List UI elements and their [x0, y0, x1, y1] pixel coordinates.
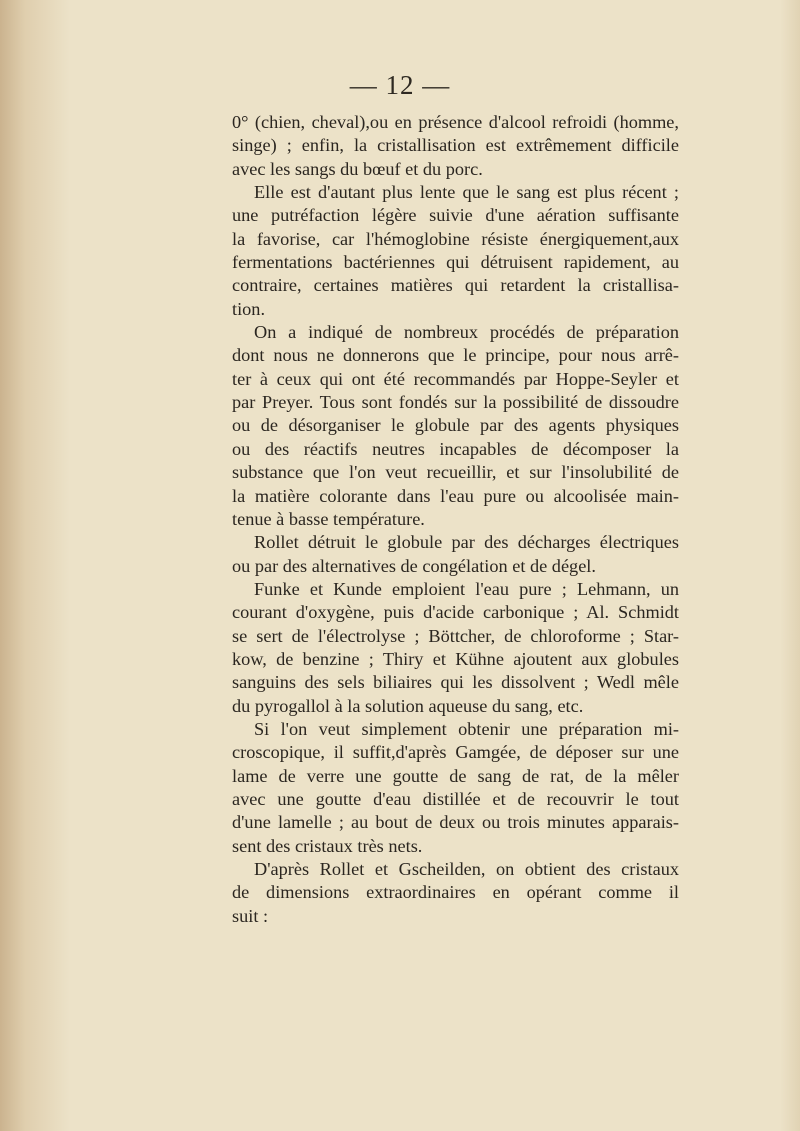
paragraph [232, 718, 679, 858]
text-line: singe) ; enfin, la cristallisation est extrêmement difficile [232, 135, 679, 156]
text-line: la favorise, car l'hémoglobine résiste énergiquement,aux [232, 228, 679, 249]
paragraph [232, 321, 679, 531]
text-line: tenue à basse température. [232, 508, 425, 529]
text-line: contraire, certaines matières qui retardent la cristallisa- [232, 275, 679, 296]
text-line: croscopique, il suffit,d'après Gamgée, de déposer sur une [232, 742, 679, 763]
paragraph [232, 578, 679, 718]
text-line: du pyrogallol à la solution aqueuse du sang, etc. [232, 695, 584, 716]
text-line: Rollet détruit le globule par des décharges électriques [254, 532, 679, 553]
text-line: suit : [232, 905, 269, 926]
text-line: ou par des alternatives de congélation et de dégel. [232, 555, 596, 576]
text-line: sent des cristaux très nets. [232, 835, 423, 856]
text-line: ter à ceux qui ont été recommandés par Hoppe-Seyler et [232, 368, 679, 389]
text-line: dont nous ne donnerons que le principe, pour nous arrê- [232, 345, 679, 366]
body-text [232, 111, 679, 928]
text-line: sanguins des sels biliaires qui les dissolvent ; Wedl mêle [232, 672, 679, 693]
text-line: courant d'oxygène, puis d'acide carbonique ; Al. Schmidt [232, 602, 679, 623]
text-line: par Preyer. Tous sont fondés sur la possibilité de dissoudre [232, 392, 679, 413]
text-line: une putréfaction légère suivie d'une aération suffisante [232, 205, 679, 226]
text-line: de dimensions extraordinaires en opérant comme il [232, 882, 679, 903]
text-line: tion. [232, 298, 266, 319]
text-line: 0° (chien, cheval),ou en présence d'alcool refroidi (homme, [232, 112, 679, 132]
text-line: fermentations bactériennes qui détruisent rapidement, au [232, 252, 679, 273]
text-line: substance que l'on veut recueillir, et sur l'insolubilité de [232, 462, 679, 483]
paragraph [232, 181, 679, 321]
text-line: avec les sangs du bœuf et du porc. [232, 158, 483, 179]
text-line: On a indiqué de nombreux procédés de préparation [254, 322, 679, 343]
paragraph [232, 858, 679, 928]
text-line: Si l'on veut simplement obtenir une préparation mi- [254, 718, 679, 739]
text-line: D'après Rollet et Gscheilden, on obtient des cristaux [254, 859, 679, 879]
text-line: kow, de benzine ; Thiry et Kühne ajoutent aux globules [232, 648, 679, 669]
text-line: ou de désorganiser le globule par des agents physiques [232, 415, 679, 436]
text-line: la matière colorante dans l'eau pure ou alcoolisée main- [232, 485, 679, 506]
paragraph [232, 531, 679, 578]
text-line: d'une lamelle ; au bout de deux ou trois minutes apparais- [232, 812, 679, 833]
text-line: Funke et Kunde emploient l'eau pure ; Lehmann, un [254, 578, 679, 599]
paragraph [232, 111, 679, 181]
text-line: ou des réactifs neutres incapables de décomposer la [232, 438, 679, 459]
text-line: lame de verre une goutte de sang de rat, de la mêler [232, 765, 679, 786]
text-line: Elle est d'autant plus lente que le sang est plus récent ; [254, 182, 679, 203]
text-line: se sert de l'électrolyse ; Böttcher, de chloroforme ; Star- [232, 625, 679, 646]
text-line: avec une goutte d'eau distillée et de recouvrir le tout [232, 788, 679, 809]
page-number: — 12 — [349, 70, 451, 100]
